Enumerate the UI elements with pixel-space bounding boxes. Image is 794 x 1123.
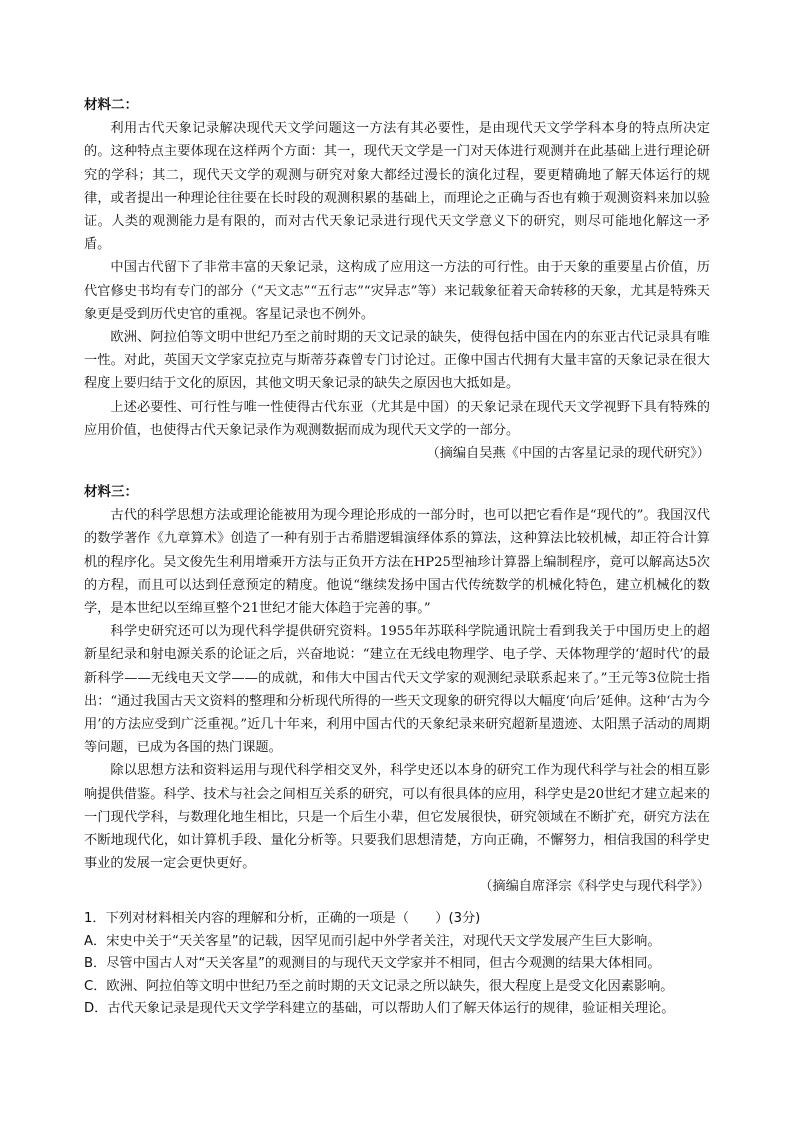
option-b[interactable]: B．尽管中国古人对“天关客星”的观测目的与现代天文学家并不相同，但古今观测的结果大体相同。 [84, 956, 661, 972]
material-two-paragraph-1: 利用古代天象记录解决现代天文学问题这一方法有其必要性，是由现代天文学学科本身的特点所决定的。这种特点主要体现在这样两个方面：其一，现代天文学是一门对天体进行观测并在此基础上进行理论研究的学科；其二，现代天文学的观测与研究对象大都经过漫长的演化过程，要更精确地了解天体运行的规律，或者提出一种理论往往要在长时段的观测积累的基础上，而理论之正确与否也有赖于观测资料来加以验证。人类的观测能力是有限的，而对古代天象记录进行现代天文学意义下的研究，则尽可能地化解这一矛盾。 [84, 121, 710, 253]
material-two [84, 94, 710, 465]
material-three-heading: 材料三： [84, 484, 138, 500]
option-a[interactable]: A．宋史中关于“天关客星”的记载，因罕见而引起中外学者关注，对现代天文学发展产生巨大影响。 [84, 933, 661, 949]
material-two-source: （摘编自吴燕《中国的古客星记录的现代研究》） [426, 446, 710, 462]
question-stem: 1．下列对材料相关内容的理解和分析，正确的一项是（ ）(3分) [84, 911, 481, 926]
option-c[interactable]: C．欧洲、阿拉伯等文明中世纪乃至之前时期的天文记录之所以缺失，很大程度上是受文化因素影响。 [84, 978, 674, 994]
material-three-source: （摘编自席泽宗《科学史与现代科学》） [479, 879, 710, 895]
material-three-paragraph-2: 科学史研究还可以为现代科学提供研究资料。1955年苏联科学院通讯院士看到我关于中国历史上的超新星纪录和射电源关系的论证之后，兴奋地说：“建立在无线电物理学、电子学、天体物理学的‘超时代’的最新科学——无线电天文学——的成就，和伟大中国古代天文学家的观测纪录联系起来了。”王元等3位院士指出：“通过我国古天文资料的整理和分析现代所得的一些天文现象的研究得以大幅度‘向后’延伸。这种‘古为今用’的方法应受到广泛重视。”近几十年来，利用中国古代的天象纪录来研究超新星遗迹、太阳黑子活动的周期等问题，已成为各国的热门课题。 [84, 624, 710, 756]
material-two-heading: 材料二： [84, 97, 138, 113]
material-two-paragraph-2: 中国古代留下了非常丰富的天象记录，这构成了应用这一方法的可行性。由于天象的重要星占价值，历代官修史书均有专门的部分（“天文志”“五行志”“灾异志”等）来记载象征着天命转移的天象，尤其是特殊天象更是受到历代史官的重视。客星记录也不例外。 [84, 260, 710, 322]
material-three [84, 481, 710, 899]
material-two-paragraph-4: 上述必要性、可行性与唯一性使得古代东亚（尤其是中国）的天象记录在现代天文学视野下具有特殊的应用价值，也使得古代天象记录作为观测数据而成为现代天文学的一部分。 [84, 399, 710, 438]
option-d[interactable]: D．古代天象记录是现代天文学学科建立的基础，可以帮助人们了解天体运行的规律，验证相关理论。 [84, 1001, 675, 1017]
material-two-paragraph-3: 欧洲、阿拉伯等文明中世纪乃至之前时期的天文记录的缺失，使得包括中国在内的东亚古代记录具有唯一性。对此，英国天文学家克拉克与斯蒂芬森曾专门讨论过。正像中国古代拥有大量丰富的天象记录在很大程度上要归结于文化的原因，其他文明天象记录的缺失之原因也大抵如是。 [84, 330, 710, 392]
material-three-paragraph-1: 古代的科学思想方法或理论能被用为现今理论形成的一部分时，也可以把它看作是“现代的”。我国汉代的数学著作《九章算术》创造了一种有别于古希腊逻辑演绎体系的算法，这种算法比较机械，却正符合计算机的程序化。吴文俊先生利用增乘开方法与正负开方法在HP25型袖珍计算器上编制程序，竟可以解高达5次的方程，而且可以达到任意预定的精度。他说“继续发扬中国古代传统数学的机械化特色，建立机械化的数学，是本世纪以至绵亘整个21世纪才能大体趋于完善的事。” [84, 508, 710, 617]
material-three-paragraph-3: 除以思想方法和资料运用与现代科学相交叉外，科学史还以本身的研究工作为现代科学与社会的相互影响提供借鉴。科学、技术与社会之间相互关系的研究，可以有很具体的应用，科学史是20世纪才建立起来的一门现代学科，与数理化地生相比，只是一个后生小辈，但它发展很快，研究领域在不断扩充，研究方法在不断地现代化，如计算机手段、量化分析等。只要我们思想清楚，方向正确，不懈努力，相信我国的科学史事业的发展一定会更快更好。 [84, 763, 710, 872]
question-1 [84, 908, 724, 1021]
